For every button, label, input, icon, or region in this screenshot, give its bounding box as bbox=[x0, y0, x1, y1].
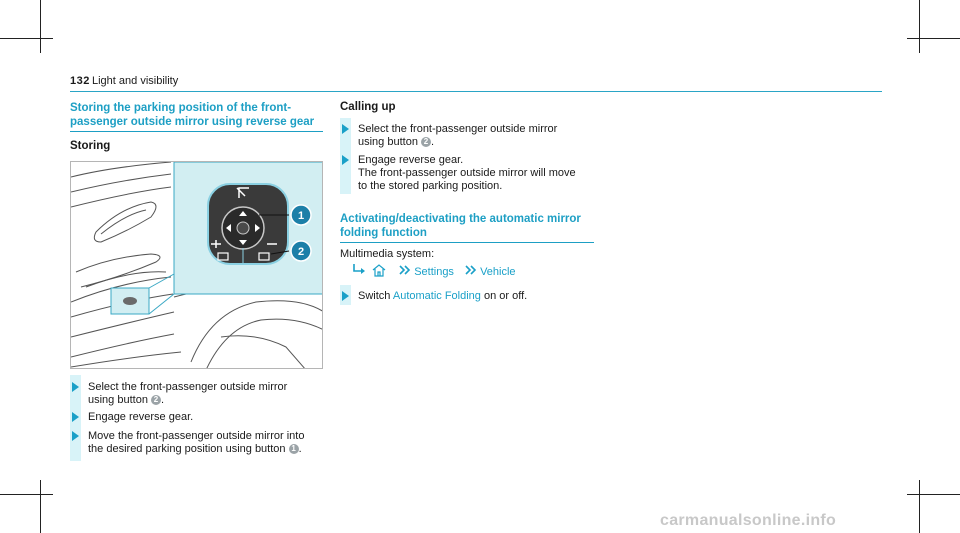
step-arrow-icon bbox=[72, 382, 79, 392]
callout-2: 2 bbox=[297, 246, 305, 258]
car-interior-drawing bbox=[71, 162, 323, 369]
step-arrow-icon bbox=[72, 431, 79, 441]
header-rule bbox=[70, 91, 882, 92]
double-chevron-icon bbox=[465, 265, 477, 275]
subheading-calling-up: Calling up bbox=[340, 101, 396, 113]
double-chevron-icon bbox=[399, 265, 411, 275]
step-arrow-icon bbox=[342, 155, 349, 165]
multimedia-label: Multimedia system: bbox=[340, 248, 435, 260]
menu-path bbox=[352, 264, 516, 279]
heading-rule bbox=[340, 242, 594, 243]
step-engage-reverse-recall: Engage reverse gear. The front-passenger outside mirror will move to the stored parking position. bbox=[358, 154, 576, 192]
mirror-control-illustration bbox=[70, 161, 323, 369]
section-title: Light and visibility bbox=[92, 75, 179, 87]
step-arrow-icon bbox=[72, 412, 79, 422]
callout-1: 1 bbox=[297, 210, 305, 222]
step-select-mirror-recall: Select the front-passenger outside mirror using button 2 . bbox=[358, 123, 558, 148]
section-heading-auto-fold: Activating/deactivating the automatic mirror folding function bbox=[340, 213, 581, 239]
section-heading: Storing the parking position of the front- passenger outside mirror using reverse gear bbox=[70, 102, 315, 128]
step-engage-reverse: Engage reverse gear. bbox=[88, 411, 194, 423]
nav-settings: Settings bbox=[414, 266, 454, 278]
nav-vehicle: Vehicle bbox=[480, 266, 516, 278]
step-arrow-icon bbox=[342, 291, 349, 301]
page-number: 132 bbox=[70, 75, 90, 87]
arrow-hook-icon bbox=[352, 264, 366, 276]
home-icon bbox=[372, 264, 386, 277]
option-automatic-folding: Automatic Folding bbox=[392, 290, 481, 302]
step-arrow-icon bbox=[342, 124, 349, 134]
button-badge: 2 bbox=[421, 137, 431, 147]
heading-rule bbox=[70, 131, 323, 132]
step-switch-folding: Switch Automatic Folding on or off. bbox=[358, 290, 528, 302]
button-badge: 2 bbox=[151, 395, 161, 405]
watermark: carmanualsonline.info bbox=[660, 512, 837, 529]
button-badge: 1 bbox=[289, 444, 299, 454]
step-select-mirror: Select the front-passenger outside mirror using button 2 . bbox=[88, 381, 288, 406]
step-move-mirror: Move the front-passenger outside mirror into the desired parking position using button 1 . bbox=[88, 430, 305, 455]
subheading-storing: Storing bbox=[70, 140, 111, 152]
